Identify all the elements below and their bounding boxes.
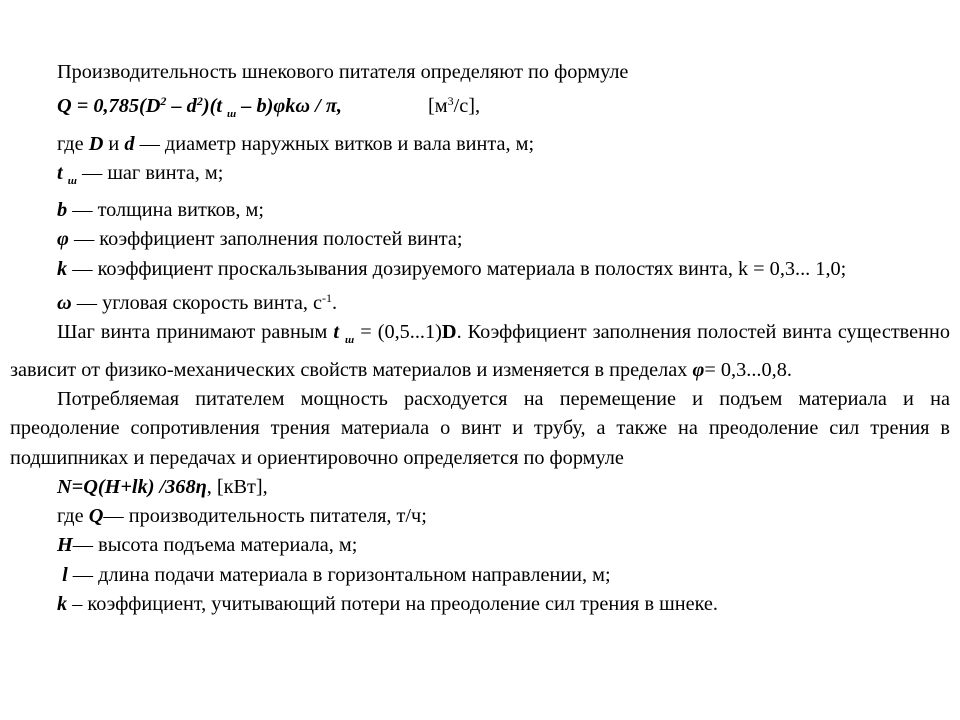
symbol-D: D [88, 132, 104, 155]
formula-exponent: 2 [160, 94, 167, 109]
def-text: где [57, 132, 89, 155]
def-text: — производительность питателя, т/ч; [103, 505, 427, 528]
symbol-k: k [57, 593, 68, 616]
symbol-l: l [62, 563, 68, 586]
definition-k2 [10, 590, 950, 619]
def-text: и [103, 132, 125, 155]
symbol-t-subscript: ш [67, 174, 77, 187]
intro-line [10, 58, 950, 87]
def-text: — коэффициент заполнения полостей винта; [68, 228, 463, 251]
formula-subscript: ш [227, 108, 237, 121]
definition-D-d [10, 130, 950, 159]
definition-Q [10, 502, 950, 531]
def-text: — высота подъема материала, м; [72, 534, 358, 557]
formula-expression: N=Q(H+lk) /368η [57, 475, 207, 498]
def-text: — шаг винта, м; [76, 161, 224, 184]
symbol-Q: Q [88, 505, 104, 528]
definition-phi [10, 225, 950, 254]
definition-H [10, 531, 950, 560]
intro-text: Производительность шнекового питателя определяют по формуле [57, 61, 629, 83]
formula-part: – d [166, 95, 197, 118]
def-text: — коэффициент проскальзывания дозируемого материала в полостях винта, k = 0,3... 1,0; [67, 257, 847, 280]
formula-part: – b)φkω / π, [236, 95, 342, 118]
formula-unit: /с], [453, 95, 481, 118]
paragraph-power [10, 385, 950, 473]
definition-omega [10, 284, 950, 318]
formula-part: Q = 0,785(D [57, 95, 161, 118]
definition-l [10, 561, 950, 590]
formula-power [10, 473, 950, 502]
def-text: — толщина витков, м; [67, 199, 264, 222]
formula-unit: [м [427, 95, 448, 118]
symbol-t: t [333, 321, 339, 344]
symbol-t-subscript: ш [345, 334, 355, 347]
def-text: где [57, 505, 89, 528]
para-text: = 0,3...0,8. [704, 358, 792, 381]
symbol-t: t [57, 161, 63, 184]
unit-exponent: 3 [447, 94, 454, 109]
para-text: = (0,5...1) [354, 321, 442, 344]
paragraph-screw-pitch [10, 318, 950, 385]
symbol-d: d [124, 132, 135, 155]
symbol-omega: ω [57, 292, 72, 315]
symbol-phi: φ [692, 358, 705, 381]
para-text: Потребляемая питателем мощность расходуется на перемещение и подъем материала и на преодоление сопротивления трения материала о винт и трубу, а также на преодоление сил трения в подшипниках и передачах и ориентировочно определяется по формуле [10, 387, 950, 469]
symbol-H: H [57, 534, 73, 557]
unit-exponent: -1 [321, 291, 332, 306]
symbol-D: D [441, 321, 457, 344]
def-text: . [331, 292, 338, 315]
def-text: — диаметр наружных витков и вала винта, м; [134, 132, 535, 155]
def-text: – коэффициент, учитывающий потери на преодоление сил трения в шнеке. [67, 593, 718, 616]
definition-k [10, 255, 950, 284]
formula-part: )(t [202, 95, 222, 118]
para-text: . Коэффициент заполнения полостей винта существенно зависит от физико-механических свойств материалов и изменяется в пределах [10, 321, 950, 381]
document-body [10, 58, 950, 619]
definition-b [10, 196, 950, 225]
definition-t [10, 159, 950, 196]
symbol-phi: φ [57, 228, 69, 251]
def-text: — длина подачи материала в горизонтальном направлении, м; [67, 563, 611, 586]
formula-unit: , [кВт], [206, 475, 268, 498]
formula-productivity [10, 87, 950, 129]
symbol-k: k [57, 257, 68, 280]
formula-exponent: 2 [196, 94, 203, 109]
para-text: Шаг винта принимают равным [57, 321, 334, 344]
def-text: — угловая скорость винта, с [71, 292, 322, 315]
symbol-b: b [57, 199, 68, 222]
